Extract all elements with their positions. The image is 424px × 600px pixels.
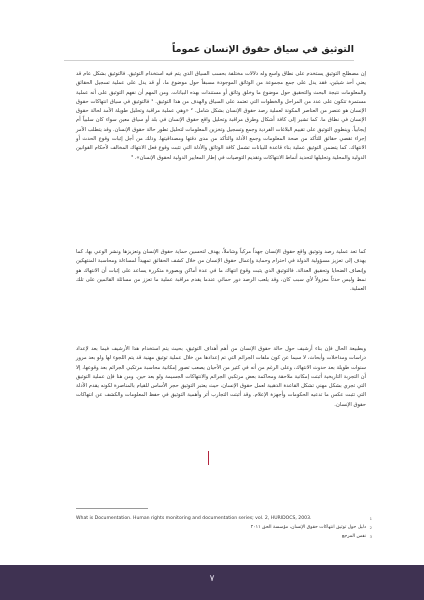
footnote-2 [76, 523, 372, 532]
footnote-text: دليل حول توثيق انتهاكات حقوق الإنسان، مؤسسة الحق ٢٠١١ [250, 525, 366, 530]
footnote-1 [76, 514, 372, 523]
paragraph-1: إن مصطلح التوثيق يستخدم على نطاق واسع وله دلالات مختلفة بحسب السياق الذي يتم فيه استخدام التوثيق. فالتوثيق بشكل عام قد يعني أحد شيئين، فقد يدل على جمع مجموعة من الوثائق الموجودة مسبقاً حول موضوع ما، أو قد يدل على عملية تسجيل الحقائق والمعلومات نتيجة البحث والتحقيق حول موضوع ما وخلق وثائق أو مستندات بهذه البيانات. ومن المهم أن نفهم التوثيق على أنه عملية مستمرة تتكون على عدد من المراحل والخطوات التي تعتمد على السياق والهدف من هذا التوثيق. ¹ فالتوثيق في سياق انتهاكات حقوق الإنسان هو عنصر من العناصر المكونة لعملية رصد حقوق الإنسان بشكل شامل. ² «وهي عملية مراقبة وتحليل طويلة الأمد لحالة حقوق الإنسان في نطاق ما. كما تشير إلى كافة أشكال وطرق مراقبة وتحليل واقع حقوق الإنسان في بلد أو سياق معين سواء كان سلبياً أم إيجابياً. وينطوي التوثيق على تقييم البلاغات الفردية وجمع وتسجيل وتخزين المعلومات لتحليل تطور حالة حقوق الإنسان. وقد يتطلب الأمر إجراء تقصي حقائق للتأكد من صحة المعلومات وجمع الأدلة والتأكد من مدى دقتها ومصداقيتها. وذلك من أجل إثبات وقوع الحدث أو الانتهاك. كما يتضمن التوثيق عملية بناء قاعدة للبيانات تشمل كافة الوثائق والأدلة التي تثبت وقوع فعل الانتهاك المخالف لأحكام القوانين الدولية والمحلية وتحليلها لتحديد أنماط الانتهاكات وتقديم التوصيات في إطار المعايير الدولية لحقوق الإنسان». ³ [76, 71, 366, 161]
paragraph-3: وبطبيعة الحال فإن بناء أرشيف حول حالة حقوق الإنسان من أهم أهداف التوثيق، بحيث يتم استخدام هذا الأرشيف فيما بعد لإعداد دراسات ومداخلات وأبحاث، لا سيما عن كون ملفات الجرائم التي تم إعدادها من خلال عملية توثيق مهنية قد يتم اللجوء لها ولو بعد مرور سنوات طويلة بعد حدوث الانتهاك، وعلى الرغم من أنه في كثير من الأحيان يصعب تصور إمكانية محاسبة مرتكبي الجرائم بعد وقوعها، إلا أن التجربة التاريخية أثبتت إمكانية ملاحقة ومحاكمة بعض مرتكبي الجرائم والانتهاكات الجسيمة ولو بعد حين. ومن هنا فإن عملية التوثيق التي تجري بشكل مهني تشكل القاعدة الذهبية لعمل حقوق الإنسان، حيث يعتبر التوثيق حجر الأساس للقيام بالمناصرة لكونه يقدم الأدلة التي تثبت عكس ما تدعيه الحكومات وأجهزة الإعلام. وقد أثبتت التجارب أثر وأهمية التوثيق في حفظ المعلومات والكشف عن انتهاكات حقوق الإنسان. [76, 346, 366, 408]
heading-divider [64, 60, 354, 61]
footnotes [76, 508, 372, 541]
footnote-number: 2 [369, 525, 372, 530]
page-number: ٧ [209, 574, 215, 584]
paragraph-2: كما تعد عملية رصد وتوثيق واقع حقوق الإنسان جهداً مركباً وشاملاً، يهدف لتحسين حماية حقوق الإنسان وتعزيزها ونشر الوعي بها، كما يهدف إلى تعزيز مسؤولية الدولة في احترام وحماية وإعمال حقوق الإنسان من خلال كشف الحقائق تمهيداً لمساءلة ومحاسبة المنتهكين وإنصاف الضحايا وتحقيق العدالة. فالتوثيق الذي يثبت وقوع انتهاك ما في عدة أماكن وبصورة متكررة يساعد على إثبات أن الانتهاك هو نمط وليس حدثاً معزولاً لأي سبب كان، وقد يلعب الرصد دور حمائي عندما يقدم مراقبة عملية ما تعزز من مسائلة القائمين على تلك العملية. [76, 249, 366, 293]
decorative-accent-line [208, 451, 209, 465]
section-heading: التوثيق في سياق حقوق الإنسان عموماً [172, 44, 354, 55]
footnote-3 [76, 532, 372, 541]
footnote-number: 1 [369, 516, 372, 521]
footnote-text: نفس المرجع [341, 534, 366, 539]
footnote-text: What is Documentation. Human rights monitoring and documentation series; vol. 2, HURIDOCS, 2003. [76, 516, 312, 521]
footnote-separator [76, 508, 148, 509]
footnote-number: 3 [369, 534, 372, 539]
